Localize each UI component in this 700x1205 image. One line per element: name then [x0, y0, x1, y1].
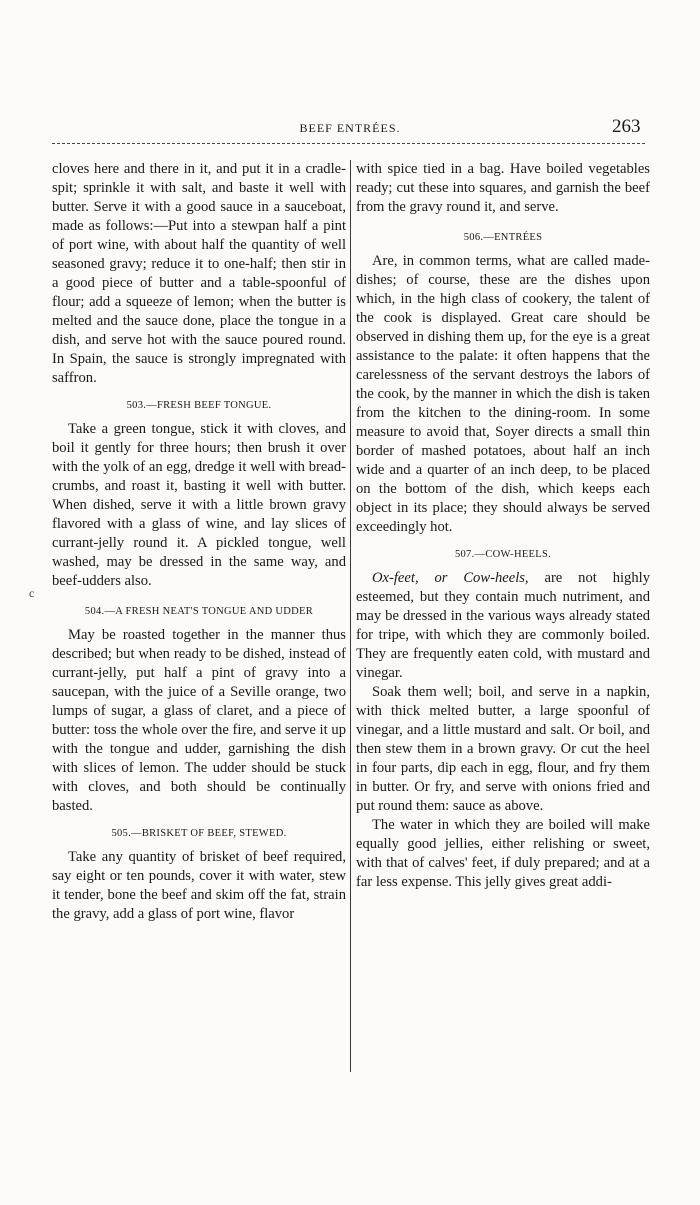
section-body-506: Are, in common terms, what are called made-dishes; of course, these are the dishes upon which, in the high class of cookery, the talent of the cook is displayed. Great care should be observed in dishing them up, for the eye is a great assistance to the palate: it often happens that the carelessness of the servant destroys the labors of the cook, by the manner in which the dish is taken from the kitchen to the dining-room. In some measure to avoid that, Soyer directs a small thin border of mashed potatoes, about half an inch wide and a quarter of an inch deep, to be placed on the bottom of the dish, which keeps each object in its place; they should always be served exceedingly hot.	[356, 253, 650, 535]
margin-mark: c	[29, 586, 35, 600]
section-body-507-p2: Soak them well; boil, and serve in a napkin, with thick melted butter, a large spoonful of vinegar, and a little mustard and salt. Or boil, and then stew them in a brown gravy. Or cut the heel in four parts, dip each in egg, flour, and fry them in butter. Or fry, and serve with onions fried and put round them: sauce as above.	[356, 684, 650, 814]
right-column	[356, 160, 650, 892]
page-header-title: BEEF ENTRÉES.	[299, 121, 401, 135]
paragraph-text: are not highly esteemed, but they contain much nutriment, and may be dressed in the various ways already stated for tripe, with which they are commonly boiled. They are frequently eaten cold, with mustard and vinegar.	[356, 570, 650, 681]
section-body-504: May be roasted together in the manner thus described; but when ready to be dished, instead of currant-jelly, put half a pint of gravy into a saucepan, with the juice of a Seville orange, two lumps of sugar, a glass of claret, and a piece of butter: toss the whole over the fire, and serve it up with the tongue and udder, garnishing the dish with slices of lemon. The udder should be stuck with cloves, and both should be continually basted.	[52, 627, 346, 814]
section-body-507-p1	[356, 569, 650, 683]
section-heading-503: 503.—FRESH BEEF TONGUE.	[126, 400, 272, 411]
page-number: 263	[612, 116, 641, 137]
header-rule	[52, 143, 645, 144]
italic-lead: Ox-feet, or Cow-heels,	[372, 570, 529, 586]
section-heading-506: 506.—ENTRÉES	[463, 232, 543, 243]
left-column	[52, 160, 346, 924]
section-heading-507: 507.—COW-HEELS.	[454, 549, 552, 560]
section-body-507-p3: The water in which they are boiled will make equally good jellies, either relishing or sweet, with that of calves' feet, if duly prepared; and at a far less expense. This jelly gives great addi-	[356, 817, 650, 890]
section-heading-504: 504.—A FRESH NEAT'S TONGUE AND UDDER	[84, 606, 314, 617]
section-body-503: Take a green tongue, stick it with cloves, and boil it gently for three hours; then brush it over with the yolk of an egg, dredge it well with bread-crumbs, and roast it, basting it well with butter. When dished, serve it with a little brown gravy flavored with a glass of wine, and lay slices of currant-jelly round it. A pickled tongue, well washed, may be dressed in the same way, and beef-udders also.	[52, 421, 346, 589]
continuation-paragraph: with spice tied in a bag. Have boiled vegetables ready; cut these into squares, and garnish the beef from the gravy round it, and serve.	[356, 161, 650, 215]
column-divider	[350, 160, 351, 1072]
continuation-paragraph: cloves here and there in it, and put it in a cradle-spit; sprinkle it with salt, and baste it well with butter. Serve it with a good sauce in a sauceboat, made as follows:—Put into a stewpan half a pint of port wine, with about half the quantity of well seasoned gravy; reduce it to one-half; then stir in a good piece of butter and a table-spoonful of flour; add a squeeze of lemon; when the butter is melted and the sauce done, place the tongue in a dish, and serve hot with the sauce poured round. In Spain, the sauce is strongly impregnated with saffron.	[52, 161, 346, 386]
section-body-505: Take any quantity of brisket of beef required, say eight or ten pounds, cover it with water, stew it tender, bone the beef and skim off the fat, strain the gravy, add a glass of port wine, flavor	[52, 849, 346, 922]
section-heading-505: 505.—BRISKET OF BEEF, STEWED.	[111, 828, 287, 839]
